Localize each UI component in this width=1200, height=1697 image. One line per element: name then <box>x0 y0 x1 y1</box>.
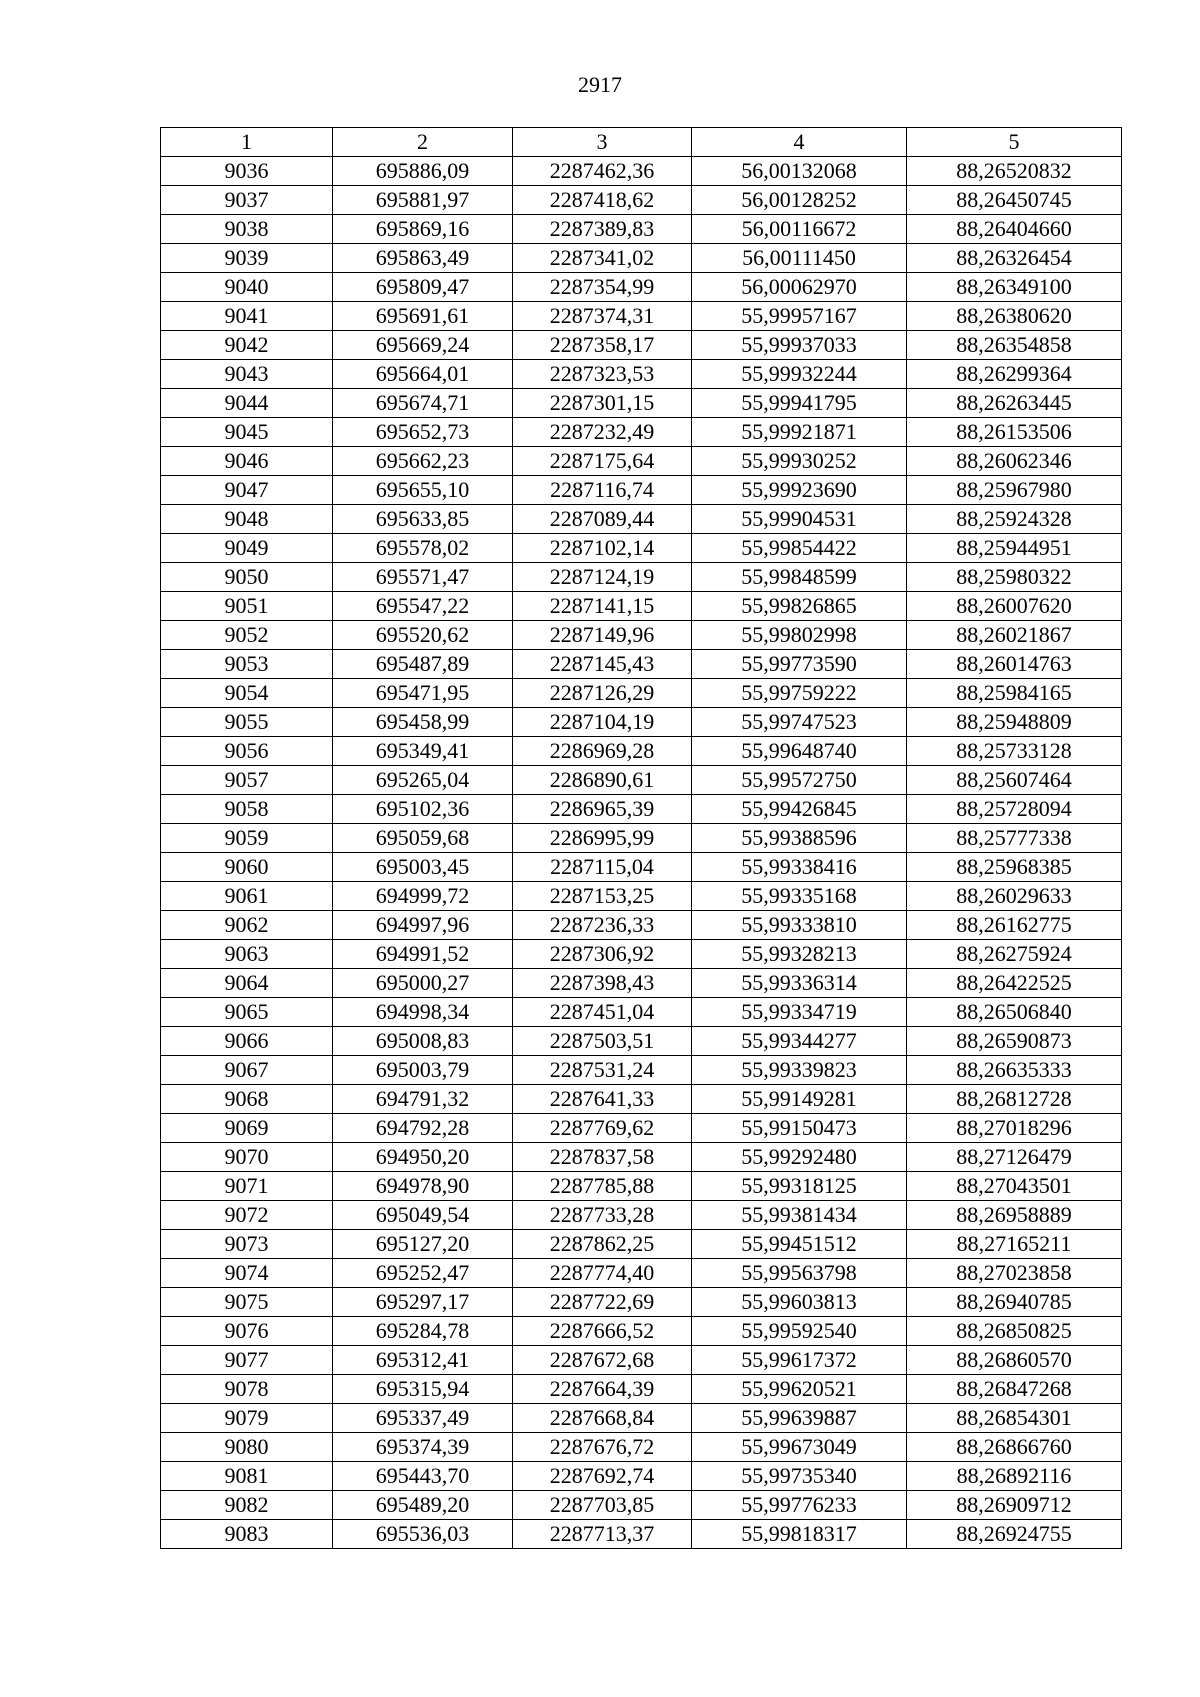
table-cell: 88,26029633 <box>907 882 1122 911</box>
table-row <box>161 998 1122 1027</box>
table-cell: 9053 <box>161 650 333 679</box>
table-cell: 9039 <box>161 244 333 273</box>
table-cell: 88,27018296 <box>907 1114 1122 1143</box>
table-cell: 88,26506840 <box>907 998 1122 1027</box>
column-header: 3 <box>513 128 692 157</box>
table-row <box>161 273 1122 302</box>
table-cell: 9076 <box>161 1317 333 1346</box>
table-cell: 2287664,39 <box>513 1375 692 1404</box>
table-cell: 2287145,43 <box>513 650 692 679</box>
table-row <box>161 969 1122 998</box>
table-cell: 55,99941795 <box>692 389 907 418</box>
table-cell: 2287374,31 <box>513 302 692 331</box>
table-cell: 88,26275924 <box>907 940 1122 969</box>
table-cell: 9045 <box>161 418 333 447</box>
table-cell: 88,25728094 <box>907 795 1122 824</box>
table-cell: 9041 <box>161 302 333 331</box>
table-cell: 695655,10 <box>333 476 513 505</box>
table-cell: 2287104,19 <box>513 708 692 737</box>
table-cell: 55,99776233 <box>692 1491 907 1520</box>
table-cell: 2287641,33 <box>513 1085 692 1114</box>
table-row <box>161 940 1122 969</box>
table-cell: 2287451,04 <box>513 998 692 1027</box>
table-row <box>161 447 1122 476</box>
table-cell: 88,26866760 <box>907 1433 1122 1462</box>
table-cell: 55,99333810 <box>692 911 907 940</box>
table-cell: 55,99572750 <box>692 766 907 795</box>
table-cell: 695674,71 <box>333 389 513 418</box>
table-row <box>161 1491 1122 1520</box>
table-cell: 695102,36 <box>333 795 513 824</box>
table-cell: 55,99932244 <box>692 360 907 389</box>
table-row <box>161 824 1122 853</box>
table-cell: 694978,90 <box>333 1172 513 1201</box>
table-row <box>161 1433 1122 1462</box>
table-cell: 55,99603813 <box>692 1288 907 1317</box>
table-row <box>161 592 1122 621</box>
table-cell: 695252,47 <box>333 1259 513 1288</box>
table-row <box>161 1114 1122 1143</box>
table-cell: 9036 <box>161 157 333 186</box>
table-cell: 88,26326454 <box>907 244 1122 273</box>
table-cell: 55,99826865 <box>692 592 907 621</box>
table-cell: 695669,24 <box>333 331 513 360</box>
table-row <box>161 679 1122 708</box>
table-cell: 2287418,62 <box>513 186 692 215</box>
table-cell: 2287389,83 <box>513 215 692 244</box>
table-cell: 695312,41 <box>333 1346 513 1375</box>
table-cell: 88,26404660 <box>907 215 1122 244</box>
table-cell: 694791,32 <box>333 1085 513 1114</box>
table-cell: 695297,17 <box>333 1288 513 1317</box>
table-row <box>161 737 1122 766</box>
table-cell: 695547,22 <box>333 592 513 621</box>
table-cell: 88,26021867 <box>907 621 1122 650</box>
table-cell: 88,26014763 <box>907 650 1122 679</box>
table-cell: 9049 <box>161 534 333 563</box>
table-row <box>161 186 1122 215</box>
table-row <box>161 1404 1122 1433</box>
table-cell: 9078 <box>161 1375 333 1404</box>
table-cell: 9042 <box>161 331 333 360</box>
table-cell: 9051 <box>161 592 333 621</box>
table-cell: 56,00116672 <box>692 215 907 244</box>
table-cell: 55,99592540 <box>692 1317 907 1346</box>
table-cell: 695520,62 <box>333 621 513 650</box>
table-cell: 694999,72 <box>333 882 513 911</box>
table-cell: 9077 <box>161 1346 333 1375</box>
table-cell: 9068 <box>161 1085 333 1114</box>
table-cell: 2287354,99 <box>513 273 692 302</box>
table-cell: 2287115,04 <box>513 853 692 882</box>
table-cell: 88,26860570 <box>907 1346 1122 1375</box>
table-row <box>161 534 1122 563</box>
table-cell: 695664,01 <box>333 360 513 389</box>
table-cell: 2287666,52 <box>513 1317 692 1346</box>
table-cell: 695284,78 <box>333 1317 513 1346</box>
table-cell: 694998,34 <box>333 998 513 1027</box>
table-cell: 88,26062346 <box>907 447 1122 476</box>
table-row <box>161 708 1122 737</box>
table-cell: 9060 <box>161 853 333 882</box>
table-cell: 55,99921871 <box>692 418 907 447</box>
page-number: 2917 <box>578 72 622 97</box>
table-cell: 55,99854422 <box>692 534 907 563</box>
table-cell: 9058 <box>161 795 333 824</box>
table-cell: 88,27023858 <box>907 1259 1122 1288</box>
table-cell: 695337,49 <box>333 1404 513 1433</box>
table-cell: 55,99802998 <box>692 621 907 650</box>
table-cell: 55,99451512 <box>692 1230 907 1259</box>
table-cell: 9057 <box>161 766 333 795</box>
table-cell: 695003,79 <box>333 1056 513 1085</box>
table-row <box>161 1462 1122 1491</box>
table-cell: 2287668,84 <box>513 1404 692 1433</box>
table-cell: 2287837,58 <box>513 1143 692 1172</box>
table-cell: 9064 <box>161 969 333 998</box>
table-row <box>161 418 1122 447</box>
table-cell: 55,99639887 <box>692 1404 907 1433</box>
table-cell: 695008,83 <box>333 1027 513 1056</box>
table-cell: 88,26909712 <box>907 1491 1122 1520</box>
table-row <box>161 1520 1122 1549</box>
table-cell: 695003,45 <box>333 853 513 882</box>
table-cell: 88,27043501 <box>907 1172 1122 1201</box>
table-cell: 695809,47 <box>333 273 513 302</box>
table-cell: 695127,20 <box>333 1230 513 1259</box>
table-cell: 9061 <box>161 882 333 911</box>
table-cell: 55,99426845 <box>692 795 907 824</box>
table-cell: 9062 <box>161 911 333 940</box>
table-cell: 694950,20 <box>333 1143 513 1172</box>
table-cell: 55,99904531 <box>692 505 907 534</box>
table-cell: 695691,61 <box>333 302 513 331</box>
table-row <box>161 1346 1122 1375</box>
table-cell: 9046 <box>161 447 333 476</box>
table-cell: 88,25967980 <box>907 476 1122 505</box>
table-cell: 9065 <box>161 998 333 1027</box>
table-row <box>161 1172 1122 1201</box>
table-cell: 694997,96 <box>333 911 513 940</box>
table-cell: 88,26349100 <box>907 273 1122 302</box>
table-cell: 55,99930252 <box>692 447 907 476</box>
table-cell: 695652,73 <box>333 418 513 447</box>
table-cell: 55,99338416 <box>692 853 907 882</box>
table-cell: 88,25777338 <box>907 824 1122 853</box>
table-cell: 695458,99 <box>333 708 513 737</box>
table-cell: 695489,20 <box>333 1491 513 1520</box>
table-cell: 9080 <box>161 1433 333 1462</box>
table-cell: 2287089,44 <box>513 505 692 534</box>
table-cell: 88,25968385 <box>907 853 1122 882</box>
table-cell: 88,26263445 <box>907 389 1122 418</box>
table-cell: 88,26850825 <box>907 1317 1122 1346</box>
table-cell: 9054 <box>161 679 333 708</box>
table-row <box>161 389 1122 418</box>
table-cell: 2287769,62 <box>513 1114 692 1143</box>
table-cell: 695443,70 <box>333 1462 513 1491</box>
table-cell: 88,26812728 <box>907 1085 1122 1114</box>
table-cell: 2287862,25 <box>513 1230 692 1259</box>
table-row <box>161 1230 1122 1259</box>
table-row <box>161 1375 1122 1404</box>
table-cell: 2287692,74 <box>513 1462 692 1491</box>
table-cell: 88,25944951 <box>907 534 1122 563</box>
table-cell: 88,25733128 <box>907 737 1122 766</box>
table-cell: 88,26520832 <box>907 157 1122 186</box>
table-cell: 88,26354858 <box>907 331 1122 360</box>
table-cell: 56,00128252 <box>692 186 907 215</box>
table-cell: 2287774,40 <box>513 1259 692 1288</box>
table-cell: 2287462,36 <box>513 157 692 186</box>
table-cell: 55,99381434 <box>692 1201 907 1230</box>
table-cell: 9082 <box>161 1491 333 1520</box>
table-cell: 695315,94 <box>333 1375 513 1404</box>
table-row <box>161 331 1122 360</box>
table-cell: 88,26940785 <box>907 1288 1122 1317</box>
table-cell: 9038 <box>161 215 333 244</box>
column-header: 2 <box>333 128 513 157</box>
table-cell: 695863,49 <box>333 244 513 273</box>
table-cell: 9052 <box>161 621 333 650</box>
table-cell: 695049,54 <box>333 1201 513 1230</box>
table-cell: 88,26162775 <box>907 911 1122 940</box>
table-cell: 9063 <box>161 940 333 969</box>
table-cell: 55,99563798 <box>692 1259 907 1288</box>
table-cell: 695869,16 <box>333 215 513 244</box>
table-cell: 88,26380620 <box>907 302 1122 331</box>
table-cell: 2287676,72 <box>513 1433 692 1462</box>
table-cell: 2287672,68 <box>513 1346 692 1375</box>
table-cell: 2287102,14 <box>513 534 692 563</box>
table-cell: 9069 <box>161 1114 333 1143</box>
table-cell: 88,26854301 <box>907 1404 1122 1433</box>
table-row <box>161 1317 1122 1346</box>
table-row <box>161 853 1122 882</box>
table-cell: 695000,27 <box>333 969 513 998</box>
table-cell: 56,00062970 <box>692 273 907 302</box>
table-cell: 55,99759222 <box>692 679 907 708</box>
table-cell: 55,99334719 <box>692 998 907 1027</box>
table-row <box>161 215 1122 244</box>
table-cell: 55,99747523 <box>692 708 907 737</box>
table-cell: 55,99388596 <box>692 824 907 853</box>
table-cell: 9070 <box>161 1143 333 1172</box>
table-cell: 695536,03 <box>333 1520 513 1549</box>
table-cell: 9048 <box>161 505 333 534</box>
table-cell: 88,25948809 <box>907 708 1122 737</box>
table-cell: 9047 <box>161 476 333 505</box>
table-row <box>161 766 1122 795</box>
table-row <box>161 621 1122 650</box>
table-cell: 9040 <box>161 273 333 302</box>
table-cell: 695487,89 <box>333 650 513 679</box>
table-cell: 2287124,19 <box>513 563 692 592</box>
table-cell: 88,27165211 <box>907 1230 1122 1259</box>
table-row <box>161 1201 1122 1230</box>
table-cell: 695578,02 <box>333 534 513 563</box>
table-cell: 2287503,51 <box>513 1027 692 1056</box>
table-cell: 694792,28 <box>333 1114 513 1143</box>
table-cell: 55,99617372 <box>692 1346 907 1375</box>
table-row <box>161 1143 1122 1172</box>
table-row <box>161 505 1122 534</box>
table-cell: 55,99335168 <box>692 882 907 911</box>
table-cell: 55,99735340 <box>692 1462 907 1491</box>
table-cell: 88,26924755 <box>907 1520 1122 1549</box>
table-cell: 695633,85 <box>333 505 513 534</box>
table-cell: 695471,95 <box>333 679 513 708</box>
table-cell: 2287341,02 <box>513 244 692 273</box>
table-cell: 55,99923690 <box>692 476 907 505</box>
table-cell: 56,00111450 <box>692 244 907 273</box>
table-cell: 695374,39 <box>333 1433 513 1462</box>
table-cell: 88,26892116 <box>907 1462 1122 1491</box>
table-cell: 55,99149281 <box>692 1085 907 1114</box>
table-cell: 2287323,53 <box>513 360 692 389</box>
table-row <box>161 244 1122 273</box>
column-header: 4 <box>692 128 907 157</box>
table-cell: 695059,68 <box>333 824 513 853</box>
table-cell: 55,99648740 <box>692 737 907 766</box>
table-row <box>161 1085 1122 1114</box>
table-cell: 2287116,74 <box>513 476 692 505</box>
table-cell: 56,00132068 <box>692 157 907 186</box>
table-cell: 694991,52 <box>333 940 513 969</box>
column-header: 1 <box>161 128 333 157</box>
table-cell: 2287236,33 <box>513 911 692 940</box>
table-row <box>161 360 1122 389</box>
table-cell: 88,26153506 <box>907 418 1122 447</box>
table-cell: 695881,97 <box>333 186 513 215</box>
table-cell: 2287153,25 <box>513 882 692 911</box>
table-cell: 88,26590873 <box>907 1027 1122 1056</box>
table-cell: 2287785,88 <box>513 1172 692 1201</box>
table-cell: 55,99292480 <box>692 1143 907 1172</box>
table-cell: 88,26847268 <box>907 1375 1122 1404</box>
table-cell: 9083 <box>161 1520 333 1549</box>
table-cell: 9081 <box>161 1462 333 1491</box>
table-cell: 55,99328213 <box>692 940 907 969</box>
table-cell: 88,25607464 <box>907 766 1122 795</box>
table-cell: 55,99818317 <box>692 1520 907 1549</box>
table-cell: 2287722,69 <box>513 1288 692 1317</box>
table-cell: 9075 <box>161 1288 333 1317</box>
table-cell: 55,99937033 <box>692 331 907 360</box>
table-cell: 88,25924328 <box>907 505 1122 534</box>
table-cell: 88,26422525 <box>907 969 1122 998</box>
table-cell: 9073 <box>161 1230 333 1259</box>
table-row <box>161 302 1122 331</box>
table-cell: 2287713,37 <box>513 1520 692 1549</box>
table-cell: 55,99773590 <box>692 650 907 679</box>
table-cell: 695886,09 <box>333 157 513 186</box>
table-cell: 9059 <box>161 824 333 853</box>
table-cell: 88,25980322 <box>907 563 1122 592</box>
table-cell: 9056 <box>161 737 333 766</box>
table-cell: 88,26450745 <box>907 186 1122 215</box>
table-cell: 9044 <box>161 389 333 418</box>
table-row <box>161 476 1122 505</box>
table-cell: 9055 <box>161 708 333 737</box>
table-cell: 55,99339823 <box>692 1056 907 1085</box>
table-row <box>161 1288 1122 1317</box>
table-cell: 9079 <box>161 1404 333 1433</box>
table-cell: 2287531,24 <box>513 1056 692 1085</box>
table-cell: 695571,47 <box>333 563 513 592</box>
table-cell: 2287703,85 <box>513 1491 692 1520</box>
table-cell: 2286965,39 <box>513 795 692 824</box>
table-cell: 88,25984165 <box>907 679 1122 708</box>
table-row <box>161 563 1122 592</box>
table-row <box>161 1259 1122 1288</box>
table-cell: 55,99848599 <box>692 563 907 592</box>
table-cell: 88,27126479 <box>907 1143 1122 1172</box>
table-cell: 2287358,17 <box>513 331 692 360</box>
coordinates-table <box>160 127 1122 1549</box>
table-cell: 88,26958889 <box>907 1201 1122 1230</box>
table-cell: 2286995,99 <box>513 824 692 853</box>
table-cell: 88,26299364 <box>907 360 1122 389</box>
table-cell: 2286969,28 <box>513 737 692 766</box>
table-cell: 2287306,92 <box>513 940 692 969</box>
table-cell: 2286890,61 <box>513 766 692 795</box>
table-cell: 9050 <box>161 563 333 592</box>
column-header: 5 <box>907 128 1122 157</box>
table-cell: 55,99673049 <box>692 1433 907 1462</box>
table-cell: 2287301,15 <box>513 389 692 418</box>
table-cell: 695265,04 <box>333 766 513 795</box>
table-cell: 55,99150473 <box>692 1114 907 1143</box>
table-cell: 695662,23 <box>333 447 513 476</box>
table-row <box>161 1027 1122 1056</box>
table-cell: 55,99318125 <box>692 1172 907 1201</box>
table-cell: 2287149,96 <box>513 621 692 650</box>
table-cell: 9074 <box>161 1259 333 1288</box>
table-cell: 695349,41 <box>333 737 513 766</box>
table-cell: 55,99336314 <box>692 969 907 998</box>
table-cell: 2287398,43 <box>513 969 692 998</box>
table-cell: 88,26635333 <box>907 1056 1122 1085</box>
table-row <box>161 650 1122 679</box>
table-cell: 55,99344277 <box>692 1027 907 1056</box>
table-cell: 2287733,28 <box>513 1201 692 1230</box>
table-cell: 88,26007620 <box>907 592 1122 621</box>
table-cell: 2287126,29 <box>513 679 692 708</box>
table-row <box>161 882 1122 911</box>
table-cell: 55,99620521 <box>692 1375 907 1404</box>
table-row <box>161 1056 1122 1085</box>
table-row <box>161 911 1122 940</box>
table-row <box>161 157 1122 186</box>
table-row <box>161 795 1122 824</box>
table-cell: 9037 <box>161 186 333 215</box>
table-cell: 9072 <box>161 1201 333 1230</box>
table-cell: 2287232,49 <box>513 418 692 447</box>
table-header-row <box>161 128 1122 157</box>
table-cell: 2287141,15 <box>513 592 692 621</box>
table-cell: 9043 <box>161 360 333 389</box>
table-cell: 55,99957167 <box>692 302 907 331</box>
table-cell: 9071 <box>161 1172 333 1201</box>
table-cell: 2287175,64 <box>513 447 692 476</box>
table-cell: 9066 <box>161 1027 333 1056</box>
table-body <box>161 157 1122 1549</box>
table-cell: 9067 <box>161 1056 333 1085</box>
